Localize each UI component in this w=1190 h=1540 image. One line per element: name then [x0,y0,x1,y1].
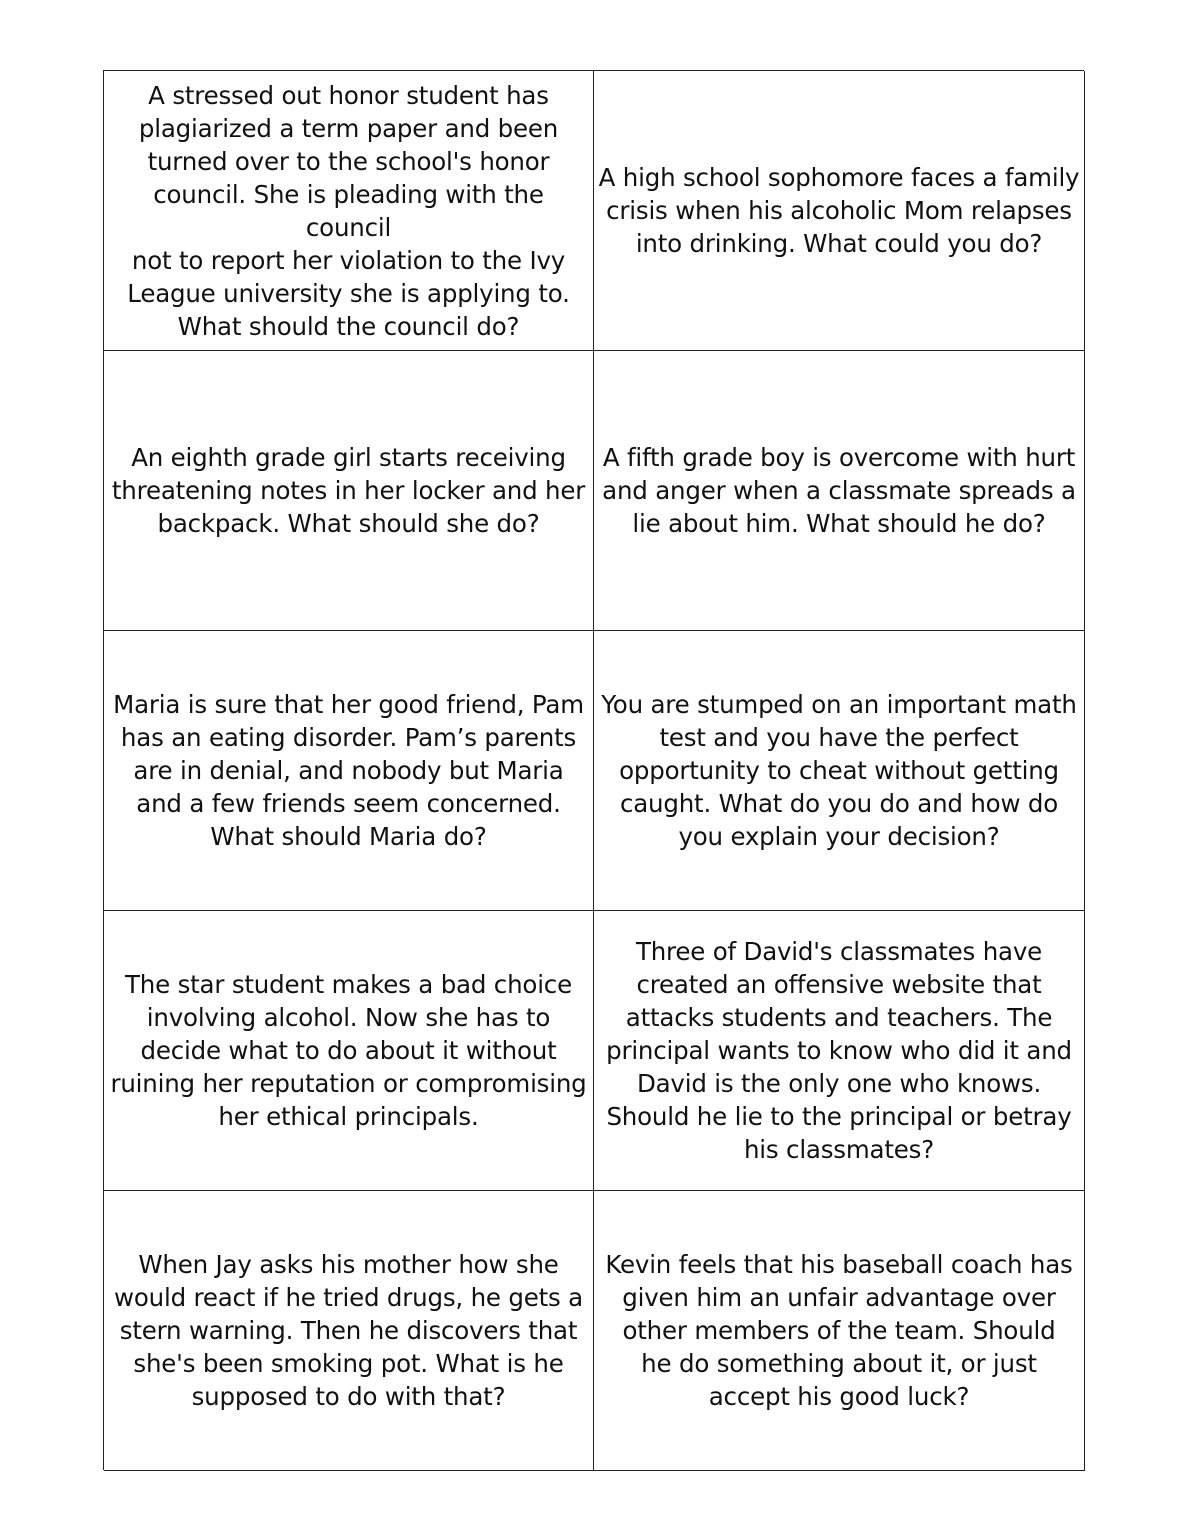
scenario-card-text: Kevin feels that his baseball coach has given him an unfair advantage over other members of the team. Should he do something about it, or just accept his good luck? [605,1250,1073,1411]
scenario-card-text: The star student makes a bad choice involving alcohol. Now she has to decide what to do about it without ruining her reputation or compromising her ethical principals. [110,970,587,1131]
scenario-card-text: Maria is sure that her good friend, Pam has an eating disorder. Pam’s parents are in denial, and nobody but Maria and a few friends seem concerned. What should Maria do? [113,690,584,851]
scenario-card-3 [104,351,594,631]
scenario-card-7 [104,911,594,1191]
scenario-card-text: A stressed out honor student has plagiarized a term paper and been turned over to the school's honor council. She is pleading with the council not to report her violation to the Ivy League university she is applying to. What should the council do? [127,80,570,341]
scenario-card-2 [594,71,1085,351]
scenario-card-5 [104,631,594,911]
scenario-card-text: When Jay asks his mother how she would react if he tried drugs, he gets a stern warning. Then he discovers that she's been smoking pot. What is he supposed to do with that? [114,1250,583,1411]
scenario-card-4 [594,351,1085,631]
scenario-card-10 [594,1191,1085,1471]
scenario-card-9 [104,1191,594,1471]
scenario-card-1 [104,71,594,351]
scenario-card-text: Three of David's classmates have created an offensive website that attacks students and teachers. The principal wants to know who did it and David is the only one who knows. Should he lie to the principal or betray his classmates? [606,937,1072,1164]
scenario-card-text: A fifth grade boy is overcome with hurt and anger when a classmate spreads a lie about him. What should he do? [602,443,1076,538]
scenario-card-6 [594,631,1085,911]
scenario-card-text: You are stumped on an important math test and you have the perfect opportunity to cheat without getting caught. What do you do and how do you explain your decision? [601,690,1077,851]
scenario-card-grid [103,70,1084,1470]
scenario-card-text: An eighth grade girl starts receiving threatening notes in her locker and her backpack. What should she do? [111,443,586,538]
scenario-card-text: A high school sophomore faces a family crisis when his alcoholic Mom relapses into drinking. What could you do? [598,163,1080,258]
scenario-card-8 [594,911,1085,1191]
